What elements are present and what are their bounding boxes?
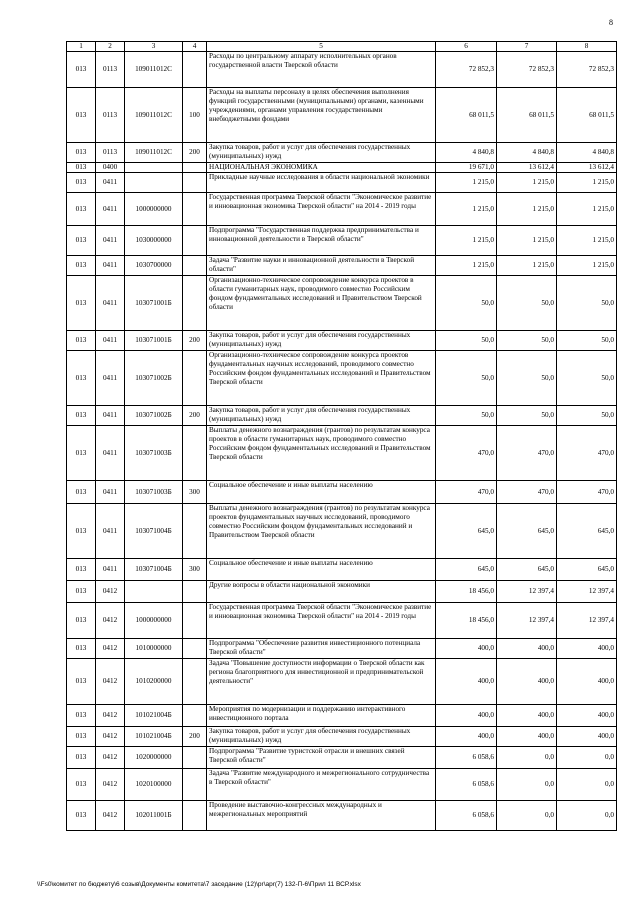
- cell-c4: [183, 603, 207, 639]
- cell-v3: 0,0: [557, 747, 617, 769]
- cell-c3: 103071001Б: [125, 331, 183, 351]
- cell-c1: 013: [67, 705, 96, 727]
- description-cell: Подпрограмма "Обеспечение развития инвестиционного потенциала Тверской области": [207, 639, 436, 659]
- cell-c2: 0411: [96, 559, 125, 581]
- cell-v3: 12 397,4: [557, 603, 617, 639]
- table-row: [67, 481, 617, 504]
- table-row: [67, 426, 617, 481]
- cell-v1: 19 671,0: [436, 163, 497, 173]
- cell-v1: 4 840,8: [436, 143, 497, 163]
- cell-c2: 0412: [96, 581, 125, 603]
- cell-c4: 300: [183, 559, 207, 581]
- cell-c2: 0412: [96, 801, 125, 831]
- table-row: [67, 351, 617, 406]
- description-cell: Расходы на выплаты персоналу в целях обеспечения выполнения функций государственными (муниципальными) органами, казенными учреждениями, органами управления государственными внебюджетными фондами: [207, 88, 436, 143]
- cell-v2: 470,0: [497, 426, 557, 481]
- table-row: [67, 331, 617, 351]
- cell-c2: 0113: [96, 143, 125, 163]
- cell-v2: 12 397,4: [497, 603, 557, 639]
- cell-c2: 0412: [96, 705, 125, 727]
- description-cell: Выплаты денежного вознаграждения (грантов) по результатам конкурса проектов в области гуманитарных наук, проводимого совместно Российским фондом фундаментальных исследований и Правительством Тверской области: [207, 426, 436, 481]
- cell-c4: [183, 659, 207, 705]
- budget-table: [66, 41, 617, 831]
- cell-v3: 72 852,3: [557, 52, 617, 88]
- description-cell: Расходы по центральному аппарату исполнительных органов государственной власти Тверской области: [207, 52, 436, 88]
- cell-v3: 50,0: [557, 331, 617, 351]
- cell-v2: 50,0: [497, 276, 557, 331]
- cell-v3: 50,0: [557, 351, 617, 406]
- cell-v2: 12 397,4: [497, 581, 557, 603]
- header-cell: 4: [183, 42, 207, 52]
- cell-v1: 68 011,5: [436, 88, 497, 143]
- description-cell: Государственная программа Тверской области "Экономическое развитие и инновационная экономика Тверской области" на 2014 - 2019 годы: [207, 603, 436, 639]
- cell-v1: 50,0: [436, 406, 497, 426]
- description-cell: Другие вопросы в области национальной экономики: [207, 581, 436, 603]
- cell-c2: 0411: [96, 331, 125, 351]
- description-cell: Мероприятия по модернизации и поддержанию интерактивного инвестиционного портала: [207, 705, 436, 727]
- cell-c1: 013: [67, 639, 96, 659]
- description-cell: НАЦИОНАЛЬНАЯ ЭКОНОМИКА: [207, 163, 436, 173]
- description-cell: Социальное обеспечение и иные выплаты населению: [207, 481, 436, 504]
- table-row: [67, 226, 617, 256]
- header-cell: 8: [557, 42, 617, 52]
- cell-c3: [125, 581, 183, 603]
- cell-c4: [183, 581, 207, 603]
- cell-c2: 0412: [96, 747, 125, 769]
- cell-v1: 6 058,6: [436, 747, 497, 769]
- description-cell: Подпрограмма "Государственная поддержка предпринимательства и инновационной деятельности в Тверской области": [207, 226, 436, 256]
- header-cell: 7: [497, 42, 557, 52]
- cell-c4: [183, 747, 207, 769]
- cell-c3: 1020000000: [125, 747, 183, 769]
- cell-v1: 1 215,0: [436, 226, 497, 256]
- cell-c1: 013: [67, 193, 96, 226]
- cell-c2: 0411: [96, 173, 125, 193]
- cell-v2: 1 215,0: [497, 193, 557, 226]
- cell-v1: 645,0: [436, 504, 497, 559]
- cell-v3: 1 215,0: [557, 226, 617, 256]
- cell-c4: [183, 705, 207, 727]
- table-row: [67, 581, 617, 603]
- cell-c1: 013: [67, 143, 96, 163]
- table-row: [67, 143, 617, 163]
- header-row: [67, 42, 617, 52]
- cell-v3: 1 215,0: [557, 256, 617, 276]
- table-row: [67, 504, 617, 559]
- cell-v1: 50,0: [436, 276, 497, 331]
- cell-v1: 6 058,6: [436, 801, 497, 831]
- cell-v3: 50,0: [557, 406, 617, 426]
- cell-c3: 103071004Б: [125, 504, 183, 559]
- table-row: [67, 769, 617, 801]
- cell-v3: 12 397,4: [557, 581, 617, 603]
- cell-c3: 1030000000: [125, 226, 183, 256]
- cell-c1: 013: [67, 331, 96, 351]
- cell-c4: [183, 226, 207, 256]
- cell-c4: [183, 801, 207, 831]
- cell-v1: 50,0: [436, 351, 497, 406]
- cell-v3: 4 840,8: [557, 143, 617, 163]
- cell-c1: 013: [67, 88, 96, 143]
- cell-c1: 013: [67, 426, 96, 481]
- cell-v3: 50,0: [557, 276, 617, 331]
- cell-c1: 013: [67, 52, 96, 88]
- description-cell: Организационно-техническое сопровождение конкурса проектов фундаментальных научных исследований, проводимого совместно Российским фондом фундаментальных исследований и Правительством Тверской области: [207, 351, 436, 406]
- cell-c2: 0411: [96, 351, 125, 406]
- description-cell: Прикладные научные исследования в области национальной экономики: [207, 173, 436, 193]
- cell-c1: 013: [67, 727, 96, 747]
- cell-v3: 0,0: [557, 801, 617, 831]
- cell-c4: [183, 173, 207, 193]
- header-cell: 2: [96, 42, 125, 52]
- cell-c4: 200: [183, 406, 207, 426]
- cell-v2: 400,0: [497, 727, 557, 747]
- cell-c2: 0412: [96, 727, 125, 747]
- cell-v2: 400,0: [497, 659, 557, 705]
- cell-c3: 1010200000: [125, 659, 183, 705]
- cell-v2: 50,0: [497, 406, 557, 426]
- cell-v1: 6 058,6: [436, 769, 497, 801]
- cell-v2: 645,0: [497, 559, 557, 581]
- cell-c2: 0411: [96, 256, 125, 276]
- table-row: [67, 603, 617, 639]
- description-cell: Закупка товаров, работ и услуг для обеспечения государственных (муниципальных) нужд: [207, 143, 436, 163]
- cell-c2: 0113: [96, 88, 125, 143]
- cell-c3: 1000000000: [125, 603, 183, 639]
- cell-v2: 1 215,0: [497, 173, 557, 193]
- cell-c3: 101021004Б: [125, 705, 183, 727]
- cell-v2: 400,0: [497, 705, 557, 727]
- cell-c3: 103071002Б: [125, 351, 183, 406]
- cell-v3: 1 215,0: [557, 173, 617, 193]
- cell-v1: 1 215,0: [436, 193, 497, 226]
- cell-c3: 1000000000: [125, 193, 183, 226]
- table-row: [67, 163, 617, 173]
- cell-c2: 0411: [96, 276, 125, 331]
- cell-c1: 013: [67, 504, 96, 559]
- cell-v2: 68 011,5: [497, 88, 557, 143]
- cell-c3: 109011012С: [125, 88, 183, 143]
- cell-v1: 400,0: [436, 727, 497, 747]
- table-row: [67, 639, 617, 659]
- cell-c1: 013: [67, 351, 96, 406]
- cell-c4: [183, 52, 207, 88]
- cell-v3: 645,0: [557, 504, 617, 559]
- cell-v1: 1 215,0: [436, 173, 497, 193]
- cell-c3: 1010000000: [125, 639, 183, 659]
- cell-v2: 400,0: [497, 639, 557, 659]
- cell-v1: 50,0: [436, 331, 497, 351]
- table-row: [67, 52, 617, 88]
- table-row: [67, 727, 617, 747]
- cell-c1: 013: [67, 256, 96, 276]
- cell-c4: [183, 351, 207, 406]
- cell-v2: 0,0: [497, 769, 557, 801]
- table-row: [67, 559, 617, 581]
- file-path-footer: \\Fs0\комитет по бюджету\6 созыв\Документы комитета\7 заседание (12)\pr\apr(7) 132-П-6\Прил 11 ВСР.xlsx: [37, 881, 361, 888]
- cell-c2: 0412: [96, 659, 125, 705]
- cell-v3: 68 011,5: [557, 88, 617, 143]
- description-cell: Задача "Развитие науки и инновационной деятельности в Тверской области": [207, 256, 436, 276]
- cell-v1: 400,0: [436, 705, 497, 727]
- cell-c3: 101021004Б: [125, 727, 183, 747]
- cell-c4: [183, 426, 207, 481]
- cell-c3: [125, 163, 183, 173]
- description-cell: Закупка товаров, работ и услуг для обеспечения государственных (муниципальных) нужд: [207, 406, 436, 426]
- cell-c2: 0411: [96, 406, 125, 426]
- table-row: [67, 88, 617, 143]
- cell-c2: 0412: [96, 769, 125, 801]
- cell-v1: 72 852,3: [436, 52, 497, 88]
- cell-v2: 13 612,4: [497, 163, 557, 173]
- cell-c1: 013: [67, 801, 96, 831]
- description-cell: Социальное обеспечение и иные выплаты населению: [207, 559, 436, 581]
- cell-v1: 18 456,0: [436, 603, 497, 639]
- description-cell: Организационно-техническое сопровождение конкурса проектов в области гуманитарных наук, проводимого совместно Российским фондом фундаментальных исследований и Правительством Тверской области: [207, 276, 436, 331]
- table-row: [67, 801, 617, 831]
- cell-c4: 300: [183, 481, 207, 504]
- cell-v3: 1 215,0: [557, 193, 617, 226]
- cell-c2: 0411: [96, 226, 125, 256]
- cell-c4: [183, 769, 207, 801]
- cell-c4: [183, 193, 207, 226]
- cell-c4: [183, 256, 207, 276]
- table-row: [67, 747, 617, 769]
- cell-c3: 103071001Б: [125, 276, 183, 331]
- cell-c4: 200: [183, 143, 207, 163]
- cell-v2: 0,0: [497, 747, 557, 769]
- cell-c3: 103071003Б: [125, 426, 183, 481]
- description-cell: Выплаты денежного вознаграждения (грантов) по результатам конкурса проектов фундаментальных научных исследований, проводимого совместно Российским фондом фундаментальных исследований и Правительством Тверской области: [207, 504, 436, 559]
- cell-v3: 645,0: [557, 559, 617, 581]
- cell-c1: 013: [67, 769, 96, 801]
- cell-c2: 0400: [96, 163, 125, 173]
- cell-v1: 1 215,0: [436, 256, 497, 276]
- cell-v3: 400,0: [557, 659, 617, 705]
- header-cell: 6: [436, 42, 497, 52]
- cell-c4: [183, 639, 207, 659]
- cell-c3: 103071003Б: [125, 481, 183, 504]
- cell-c3: 109011012С: [125, 52, 183, 88]
- page-number: 8: [609, 18, 613, 27]
- cell-c1: 013: [67, 481, 96, 504]
- cell-c2: 0412: [96, 603, 125, 639]
- cell-v1: 18 456,0: [436, 581, 497, 603]
- cell-v2: 50,0: [497, 351, 557, 406]
- table-body: [67, 42, 617, 831]
- cell-c1: 013: [67, 603, 96, 639]
- cell-v2: 1 215,0: [497, 226, 557, 256]
- table-row: [67, 276, 617, 331]
- table-row: [67, 193, 617, 226]
- table-row: [67, 406, 617, 426]
- cell-v2: 645,0: [497, 504, 557, 559]
- cell-c3: 1030700000: [125, 256, 183, 276]
- cell-v3: 0,0: [557, 769, 617, 801]
- cell-c1: 013: [67, 659, 96, 705]
- description-cell: Задача "Развитие международного и межрегионального сотрудничества в Тверской области": [207, 769, 436, 801]
- cell-c4: 100: [183, 88, 207, 143]
- cell-c1: 013: [67, 581, 96, 603]
- cell-v3: 400,0: [557, 639, 617, 659]
- cell-c1: 013: [67, 226, 96, 256]
- cell-c2: 0411: [96, 481, 125, 504]
- cell-v3: 470,0: [557, 426, 617, 481]
- cell-v3: 470,0: [557, 481, 617, 504]
- header-cell: 3: [125, 42, 183, 52]
- cell-c4: [183, 163, 207, 173]
- cell-c3: 1020100000: [125, 769, 183, 801]
- cell-c3: 103071004Б: [125, 559, 183, 581]
- cell-c1: 013: [67, 276, 96, 331]
- description-cell: Закупка товаров, работ и услуг для обеспечения государственных (муниципальных) нужд: [207, 331, 436, 351]
- cell-v2: 50,0: [497, 331, 557, 351]
- description-cell: Задача "Повышение доступности информации о Тверской области как региона благоприятного для инвестиционной и предпринимательской деятельности": [207, 659, 436, 705]
- cell-c4: 200: [183, 727, 207, 747]
- cell-c3: [125, 173, 183, 193]
- cell-c2: 0411: [96, 504, 125, 559]
- cell-c4: [183, 276, 207, 331]
- cell-v1: 470,0: [436, 481, 497, 504]
- cell-v3: 400,0: [557, 727, 617, 747]
- cell-c1: 013: [67, 163, 96, 173]
- description-cell: Государственная программа Тверской области "Экономическое развитие и инновационная экономика Тверской области" на 2014 - 2019 годы: [207, 193, 436, 226]
- description-cell: Подпрограмма "Развитие туристской отрасли и внешних связей Тверской области": [207, 747, 436, 769]
- cell-v2: 4 840,8: [497, 143, 557, 163]
- cell-c2: 0411: [96, 193, 125, 226]
- cell-c2: 0412: [96, 639, 125, 659]
- cell-c3: 103071002Б: [125, 406, 183, 426]
- cell-c1: 013: [67, 559, 96, 581]
- cell-c1: 013: [67, 173, 96, 193]
- cell-v2: 1 215,0: [497, 256, 557, 276]
- cell-c1: 013: [67, 406, 96, 426]
- table-row: [67, 173, 617, 193]
- cell-v1: 400,0: [436, 639, 497, 659]
- description-cell: Проведение выставочно-конгрессных международных и межрегиональных мероприятий: [207, 801, 436, 831]
- cell-c1: 013: [67, 747, 96, 769]
- cell-c3: 109011012С: [125, 143, 183, 163]
- cell-v2: 0,0: [497, 801, 557, 831]
- cell-c3: 102011001Б: [125, 801, 183, 831]
- cell-v2: 72 852,3: [497, 52, 557, 88]
- cell-c2: 0411: [96, 426, 125, 481]
- description-cell: Закупка товаров, работ и услуг для обеспечения государственных (муниципальных) нужд: [207, 727, 436, 747]
- cell-v1: 645,0: [436, 559, 497, 581]
- cell-v1: 400,0: [436, 659, 497, 705]
- header-cell: 5: [207, 42, 436, 52]
- table-row: [67, 256, 617, 276]
- cell-v1: 470,0: [436, 426, 497, 481]
- cell-v3: 13 612,4: [557, 163, 617, 173]
- table-row: [67, 705, 617, 727]
- cell-c4: 200: [183, 331, 207, 351]
- cell-v2: 470,0: [497, 481, 557, 504]
- header-cell: 1: [67, 42, 96, 52]
- cell-c2: 0113: [96, 52, 125, 88]
- cell-c4: [183, 504, 207, 559]
- cell-v3: 400,0: [557, 705, 617, 727]
- table-row: [67, 659, 617, 705]
